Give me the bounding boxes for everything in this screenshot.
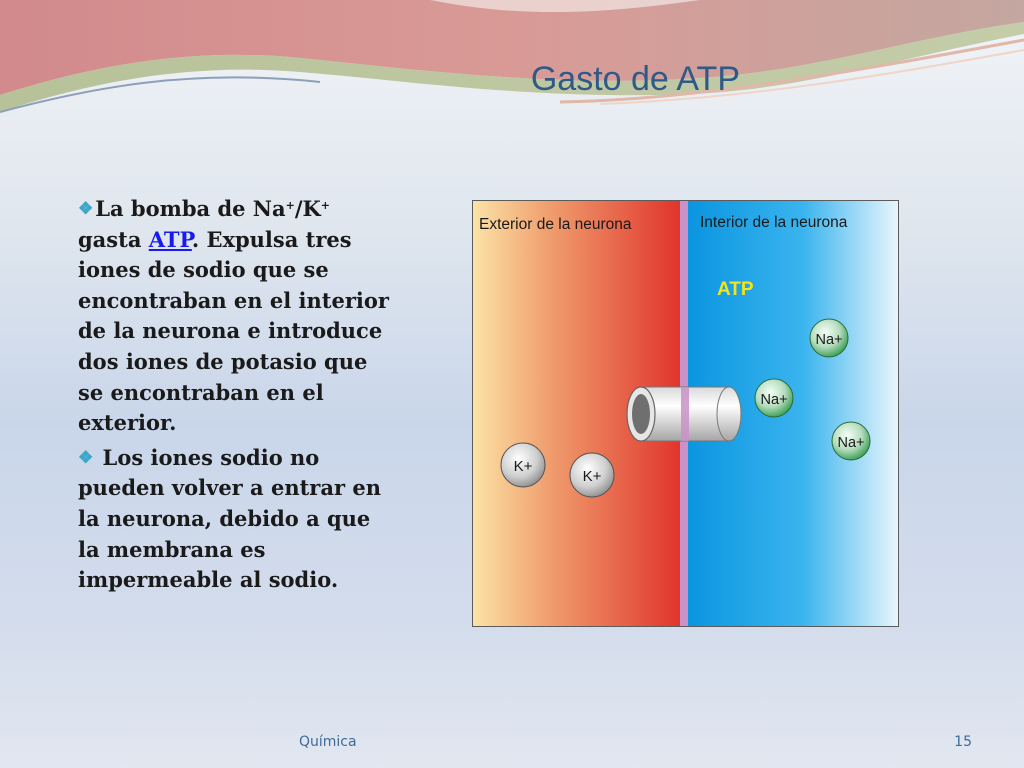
na-ion-label: Na+: [760, 392, 788, 408]
bullet-2-text: Los iones sodio no pueden volver a entrar en la neurona, debido a que la membrana es impermeable al sodio.: [78, 444, 381, 593]
sodium-potassium-pump-figure: [472, 200, 899, 627]
potassium-ion-1: [501, 443, 545, 487]
diamond-bullet-icon: ❖: [78, 199, 94, 219]
sodium-ion-3: [832, 422, 870, 460]
superscript-plus: +: [320, 199, 330, 212]
diamond-bullet-icon: ❖: [78, 447, 94, 468]
interior-label: Interior de la neurona: [700, 214, 848, 231]
slide-title: Gasto de ATP: [530, 60, 740, 98]
na-ion-label: Na+: [837, 435, 865, 451]
bullet-1-text-b: /K: [294, 196, 321, 221]
pump-diagram: [473, 201, 898, 626]
na-ion-label: Na+: [815, 332, 843, 348]
k-ion-label: K+: [513, 458, 533, 475]
bullet-item-2: [78, 443, 398, 596]
sodium-ion-2: [755, 379, 793, 417]
footer-subject: Química: [299, 734, 357, 750]
exterior-label: Exterior de la neurona: [479, 216, 632, 233]
atp-link[interactable]: ATP: [148, 226, 192, 252]
potassium-ion-2: [570, 453, 614, 497]
sodium-ion-1: [810, 319, 848, 357]
bullet-item-1: [78, 194, 398, 439]
slide-number: 15: [954, 734, 972, 750]
k-ion-label: K+: [582, 468, 602, 485]
pump-channel: [627, 387, 741, 441]
atp-label: ATP: [717, 279, 754, 300]
bullet-1-text-a: La bomba de Na: [95, 196, 286, 221]
bullet-list: [78, 194, 398, 600]
superscript-plus: +: [285, 199, 295, 212]
bullet-1-text-c: gasta: [78, 226, 149, 252]
bullet-1-text-d: . Expulsa tres iones de sodio que se encontraban en el interior de la neurona e introduce dos iones de potasio que se encontraban en el exterior.: [78, 226, 389, 436]
